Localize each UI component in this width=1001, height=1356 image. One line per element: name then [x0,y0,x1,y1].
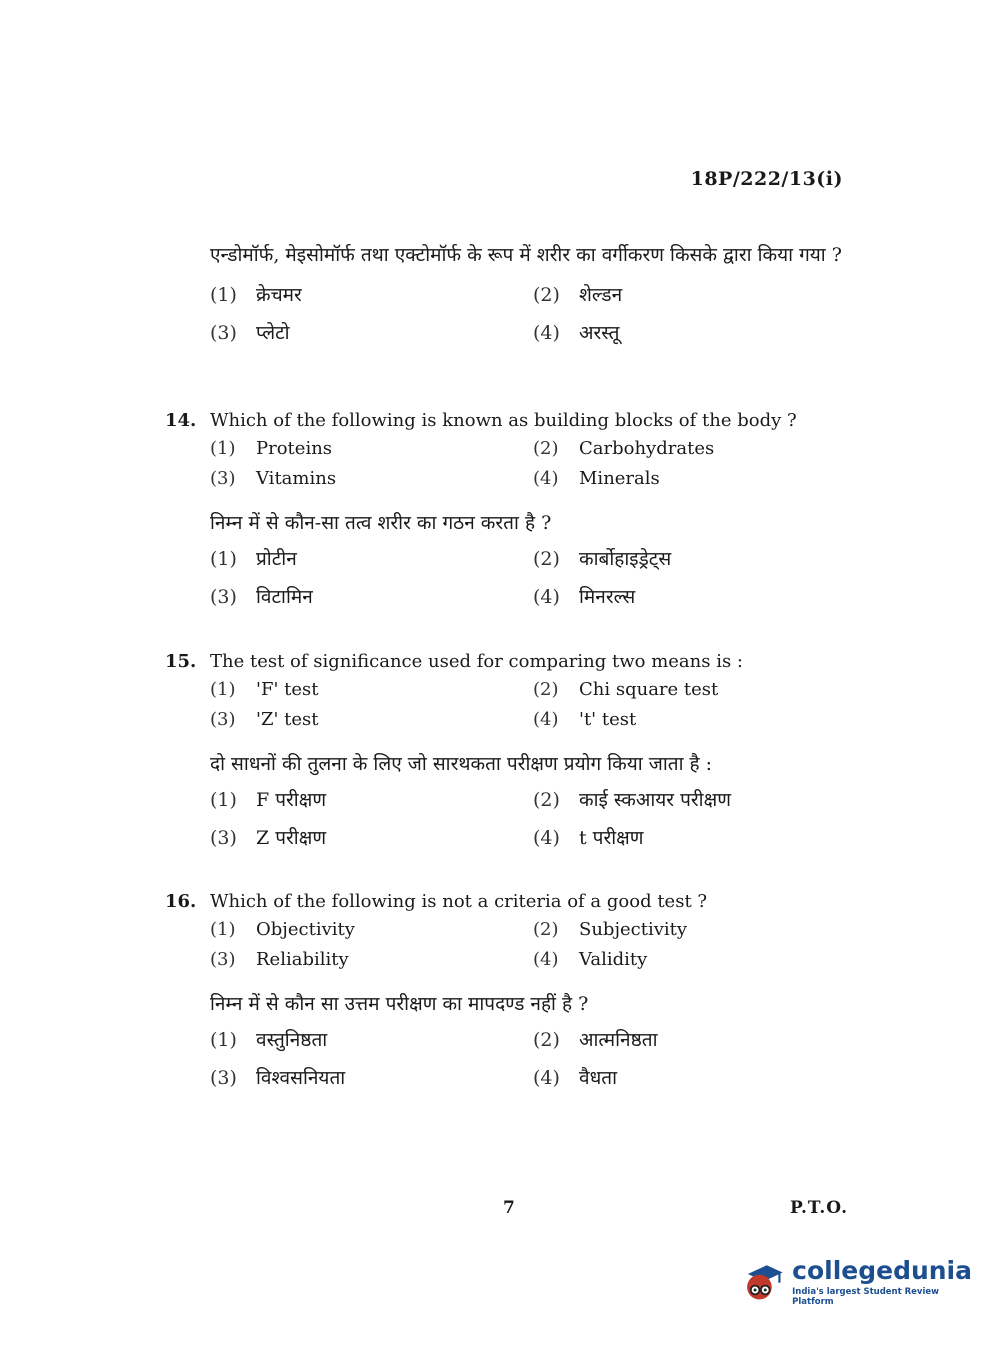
option-4 [533,1059,833,1097]
question-text: The test of significance used for comparing two means is : [210,651,743,672]
option-number: (3) [210,586,237,608]
option-1 [210,434,533,464]
option-number: (2) [533,548,560,570]
option-text: वस्तुनिष्ठता [256,1029,328,1051]
brand-tagline: India's largest Student Review Platform [792,1287,940,1307]
option-3 [210,578,533,616]
option-4 [533,945,833,975]
option-4 [533,578,833,616]
option-text: Z परीक्षण [256,827,327,849]
question-number: 15. [165,651,197,672]
hindi-question-text: निम्न में से कौन-सा तत्व शरीर का गठन करता है ? [210,512,552,534]
option-4 [533,464,833,494]
option-number: (1) [210,438,236,459]
brand-name: collegedunia [792,1256,972,1285]
hindi-question-text: दो साधनों की तुलना के लिए जो सारथकता परीक्षण प्रयोग किया जाता है : [210,753,713,775]
option-text: मिनरल्स [579,586,636,608]
option-1 [210,915,533,945]
option-text: क्रेचमर [256,284,302,306]
option-text: Validity [579,949,648,970]
option-text: 't' test [579,709,637,730]
option-text: काई स्कआयर परीक्षण [579,789,731,811]
option-number: (4) [533,709,559,730]
option-2 [533,540,833,578]
option-text: 'F' test [256,679,319,700]
option-number: (4) [533,827,560,849]
question-number: 16. [165,891,197,912]
option-text: Vitamins [256,468,337,489]
hindi-question-text: निम्न में से कौन सा उत्तम परीक्षण का मापदण्ड नहीं है ? [210,993,589,1015]
option-2 [533,675,833,705]
hindi-question-text: एन्डोमॉर्फ, मेइसोमॉर्फ तथा एक्टोमॉर्फ के रूप में शरीर का वर्गीकरण किसके द्वारा किया गया ? [210,244,842,266]
option-text: Subjectivity [579,919,688,940]
option-text: शेल्डन [579,284,623,306]
option-number: (3) [210,949,236,970]
option-number: (1) [210,789,237,811]
hindi-options [165,540,855,616]
question-16 [165,889,855,1097]
collegedunia-logo[interactable] [742,1247,972,1317]
option-number: (1) [210,1029,237,1051]
option-number: (1) [210,548,237,570]
hindi-options [165,1021,855,1097]
option-1 [210,276,533,314]
option-number: (2) [533,919,559,940]
question-line [165,889,855,915]
english-options [165,434,855,494]
option-text: विश्वसनियता [256,1067,346,1089]
option-number: (3) [210,827,237,849]
option-text: Minerals [579,468,660,489]
option-number: (1) [210,919,236,940]
paper-code: 18P/222/13(i) [690,168,843,190]
option-1 [210,675,533,705]
option-3 [210,819,533,857]
pto-label: P.T.O. [790,1198,848,1218]
option-text: विटामिन [256,586,313,608]
option-text: वैधता [579,1067,618,1089]
option-text: प्लेटो [256,322,290,344]
option-number: (4) [533,468,559,489]
option-number: (2) [533,438,559,459]
question-line [165,649,855,675]
english-options [165,675,855,735]
option-text: अरस्तू [579,322,620,344]
option-number: (3) [210,322,237,344]
option-number: (1) [210,284,237,306]
option-2 [533,276,833,314]
option-3 [210,945,533,975]
option-number: (2) [533,679,559,700]
option-2 [533,915,833,945]
option-number: (2) [533,1029,560,1051]
question-text: Which of the following is known as building blocks of the body ? [210,410,797,431]
option-2 [533,1021,833,1059]
option-text: F परीक्षण [256,789,327,811]
option-4 [533,819,833,857]
option-4 [533,314,833,352]
logo-text [792,1257,972,1307]
option-number: (1) [210,679,236,700]
option-number: (4) [533,322,560,344]
option-3 [210,1059,533,1097]
option-text: आत्मनिष्ठता [579,1029,658,1051]
question-line [165,408,855,434]
option-3 [210,314,533,352]
option-number: (2) [533,789,560,811]
question-15 [165,649,855,857]
option-text: Proteins [256,438,333,459]
option-number: (2) [533,284,560,306]
hindi-options [165,781,855,857]
option-4 [533,705,833,735]
option-text: Carbohydrates [579,438,715,459]
option-text: Reliability [256,949,349,970]
option-text: कार्बोहाइड्रेट्स [579,548,672,570]
option-2 [533,434,833,464]
option-text: 'Z' test [256,709,319,730]
option-3 [210,705,533,735]
page-number: 7 [503,1198,515,1218]
option-number: (3) [210,709,236,730]
option-number: (4) [533,1067,560,1089]
option-number: (4) [533,949,559,970]
question-number: 14. [165,410,197,431]
option-text: Objectivity [256,919,355,940]
option-1 [210,540,533,578]
hindi-options [165,276,855,352]
option-number: (4) [533,586,560,608]
option-1 [210,781,533,819]
option-1 [210,1021,533,1059]
english-options [165,915,855,975]
option-text: Chi square test [579,679,719,700]
option-2 [533,781,833,819]
option-number: (3) [210,468,236,489]
option-number: (3) [210,1067,237,1089]
option-text: प्रोटीन [256,548,297,570]
option-text: t परीक्षण [579,827,644,849]
option-3 [210,464,533,494]
mascot-icon [742,1253,784,1311]
question-13-hindi [165,238,855,352]
question-text: Which of the following is not a criteria of a good test ? [210,891,708,912]
question-14 [165,408,855,616]
